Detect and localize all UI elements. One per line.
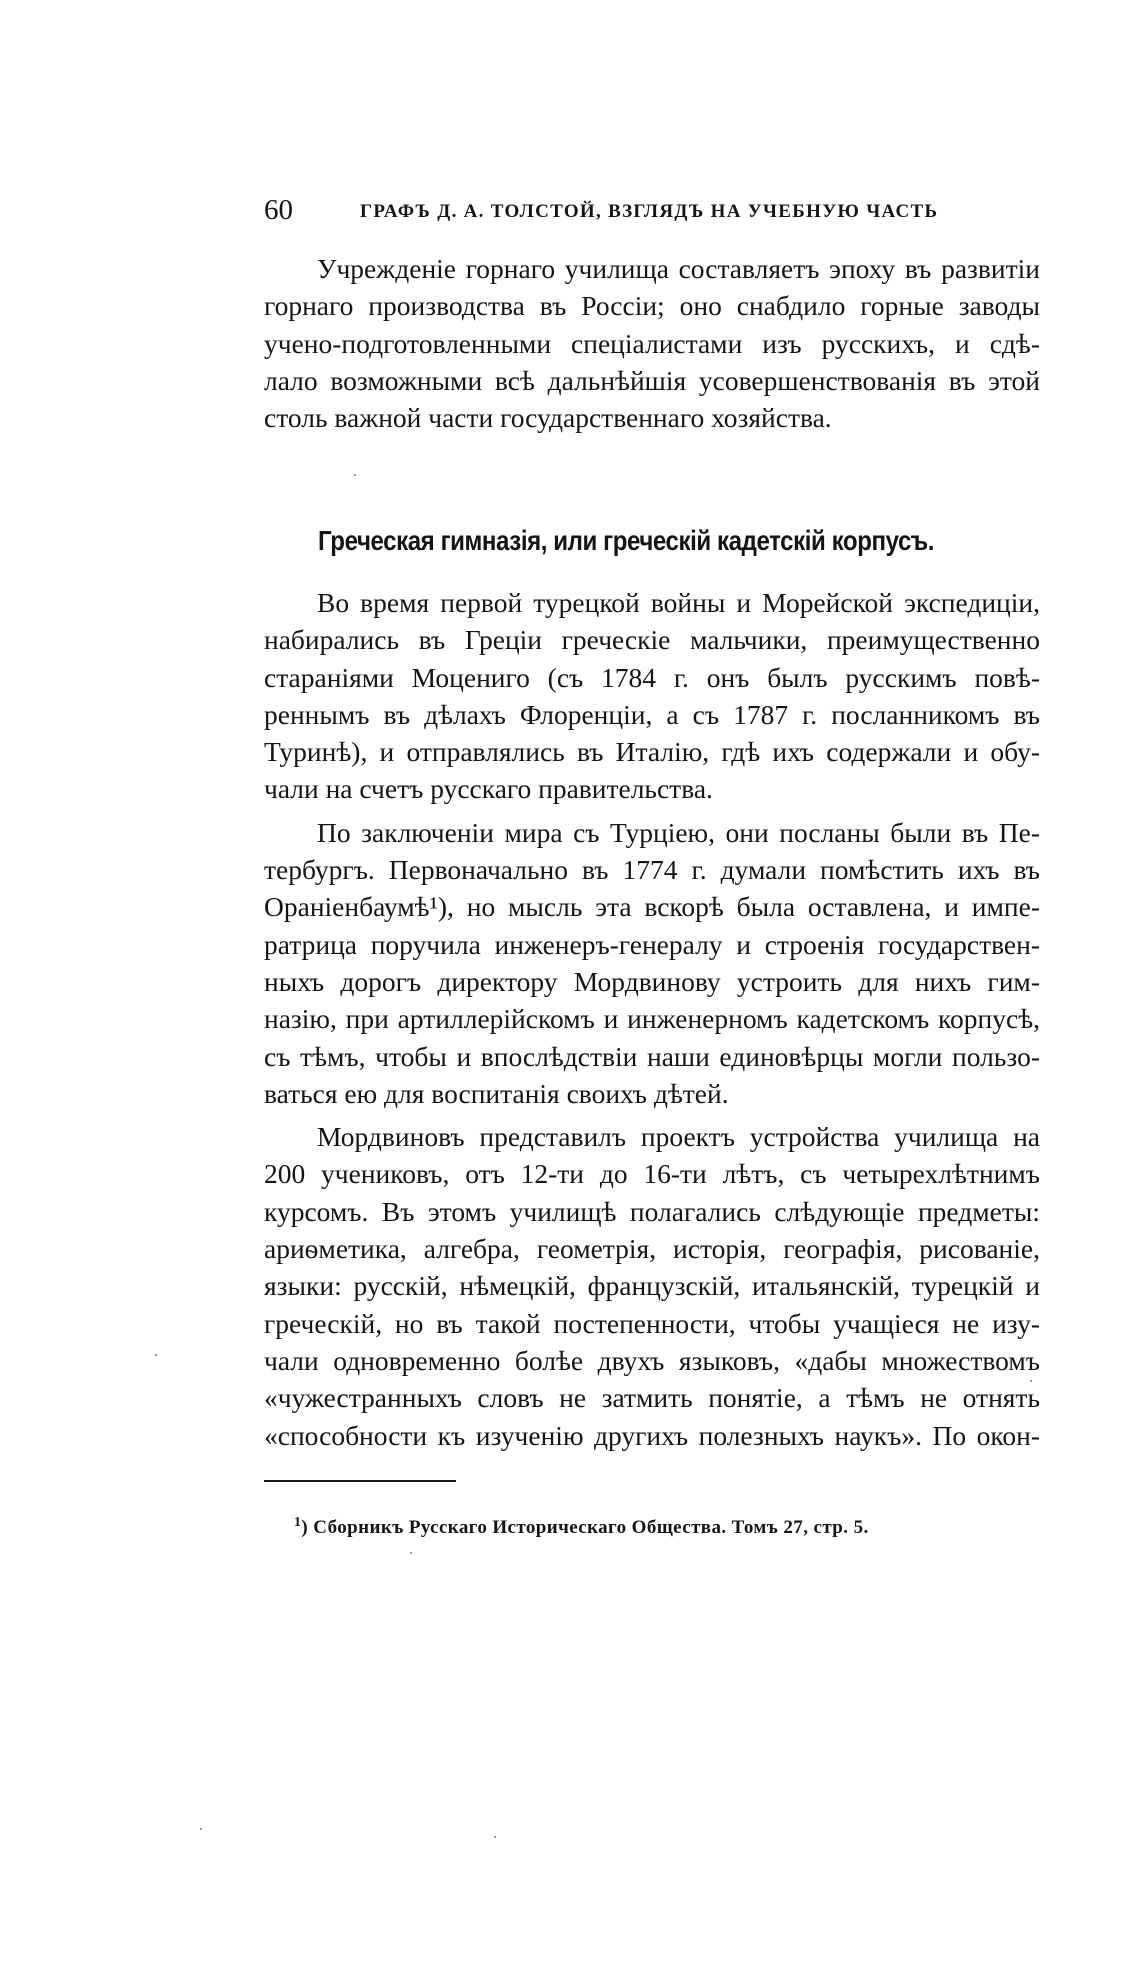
text-line: реннымъ въ дѣлахъ Флоренціи, а съ 1787 г. посланникомъ въ <box>264 698 1040 730</box>
footnote <box>294 1508 869 1543</box>
scan-speck <box>354 474 356 476</box>
footnote-text: ) Сборникъ Русскаго Историческаго Общества. Томъ 27, стр. 5. <box>301 1517 869 1538</box>
text-line: чали одновременно болѣе двухъ языковъ, «дабы множествомъ <box>264 1344 1040 1376</box>
text-line: ваться ею для воспитанія своихъ дѣтей. <box>264 1077 729 1109</box>
text-line: ратрица поручила инженеръ-генералу и строенія государствен- <box>264 928 1040 960</box>
page-number: 60 <box>264 194 293 226</box>
scan-speck <box>494 1836 496 1838</box>
text-line: лало возможными всѣ дальнѣйшія усовершенствованія въ этой <box>264 364 1040 396</box>
footnote-marker: 1 <box>294 1515 302 1530</box>
running-title: ГРАФЪ Д. А. ТОЛСТОЙ, ВЗГЛЯДЪ НА УЧЕБНУЮ ЧАСТЬ <box>360 201 939 222</box>
text-line: назію, при артиллерійскомъ и инженерномъ кадетскомъ корпусѣ, <box>264 1003 1040 1035</box>
text-line: ныхъ дорогъ директору Мордвинову устроить для нихъ гим- <box>264 965 1040 997</box>
text-line: Ораніенбаумѣ¹), но мысль эта вскорѣ была оставлена, и импе- <box>264 891 1040 923</box>
scan-speck <box>410 1552 412 1554</box>
text-line: горнаго производства въ Россіи; оно снабдило горные заводы <box>264 290 1040 322</box>
text-line: «способности къ изученію другихъ полезныхъ наукъ». По окон- <box>264 1419 1040 1451</box>
text-line: набирались въ Греціи греческіе мальчики, преимущественно <box>264 624 1040 656</box>
text-line: Учрежденіе горнаго училища составляетъ эпоху въ развитіи <box>317 253 1040 284</box>
text-line: тербургъ. Первоначально въ 1774 г. думали помѣстить ихъ въ <box>264 854 1040 886</box>
footnote-divider <box>264 1480 456 1482</box>
text-line: столь важной части государственнаго хозяйства. <box>264 402 832 434</box>
running-header <box>264 190 1044 230</box>
text-line: съ тѣмъ, чтобы и впослѣдствіи наши единовѣрцы могли пользо- <box>264 1040 1040 1072</box>
scan-speck <box>1030 1380 1032 1382</box>
intro-paragraph <box>264 250 1040 436</box>
text-line: По заключеніи мира съ Турціею, они посланы были въ Пе- <box>317 816 1040 848</box>
text-line: учено-подготовленными спеціалистами изъ русскихъ, и сдѣ- <box>264 327 1040 359</box>
text-line: Во время первой турецкой войны и Морейской экспедиціи, <box>317 587 1040 618</box>
scan-speck <box>200 1828 202 1830</box>
section-heading: Греческая гимназія, или греческій кадетскій корпусъ. <box>318 525 935 556</box>
text-line: курсомъ. Въ этомъ училищѣ полагались слѣдующіе предметы: <box>264 1195 1040 1227</box>
paragraph <box>264 1118 1040 1454</box>
body-text <box>264 584 1040 1460</box>
text-line: языки: русскій, нѣмецкій, французскій, итальянскій, турецкій и <box>264 1270 1040 1302</box>
paragraph <box>264 814 1040 1112</box>
scan-speck <box>155 1354 157 1356</box>
text-line: греческій, но въ такой постепенности, чтобы учащіеся не изу- <box>264 1307 1040 1339</box>
text-line: 200 учениковъ, отъ 12-ти до 16-ти лѣтъ, съ четырехлѣтнимъ <box>264 1158 1040 1190</box>
text-line: чали на счетъ русскаго правительства. <box>264 773 713 805</box>
text-line: Мордвиновъ представилъ проектъ устройства училища на <box>317 1121 1040 1153</box>
paragraph <box>264 584 1040 808</box>
text-line: ариѳметика, алгебра, геометрія, исторія, географія, рисованіе, <box>264 1233 1040 1265</box>
text-line: Туринѣ), и отправлялись въ Италію, гдѣ ихъ содержали и обу- <box>264 736 1040 768</box>
text-line: «чужестранныхъ словъ не затмить понятіе, а тѣмъ не отнять <box>264 1382 1040 1414</box>
text-line: стараніями Моцениго (съ 1784 г. онъ былъ русскимъ повѣ- <box>264 661 1040 693</box>
